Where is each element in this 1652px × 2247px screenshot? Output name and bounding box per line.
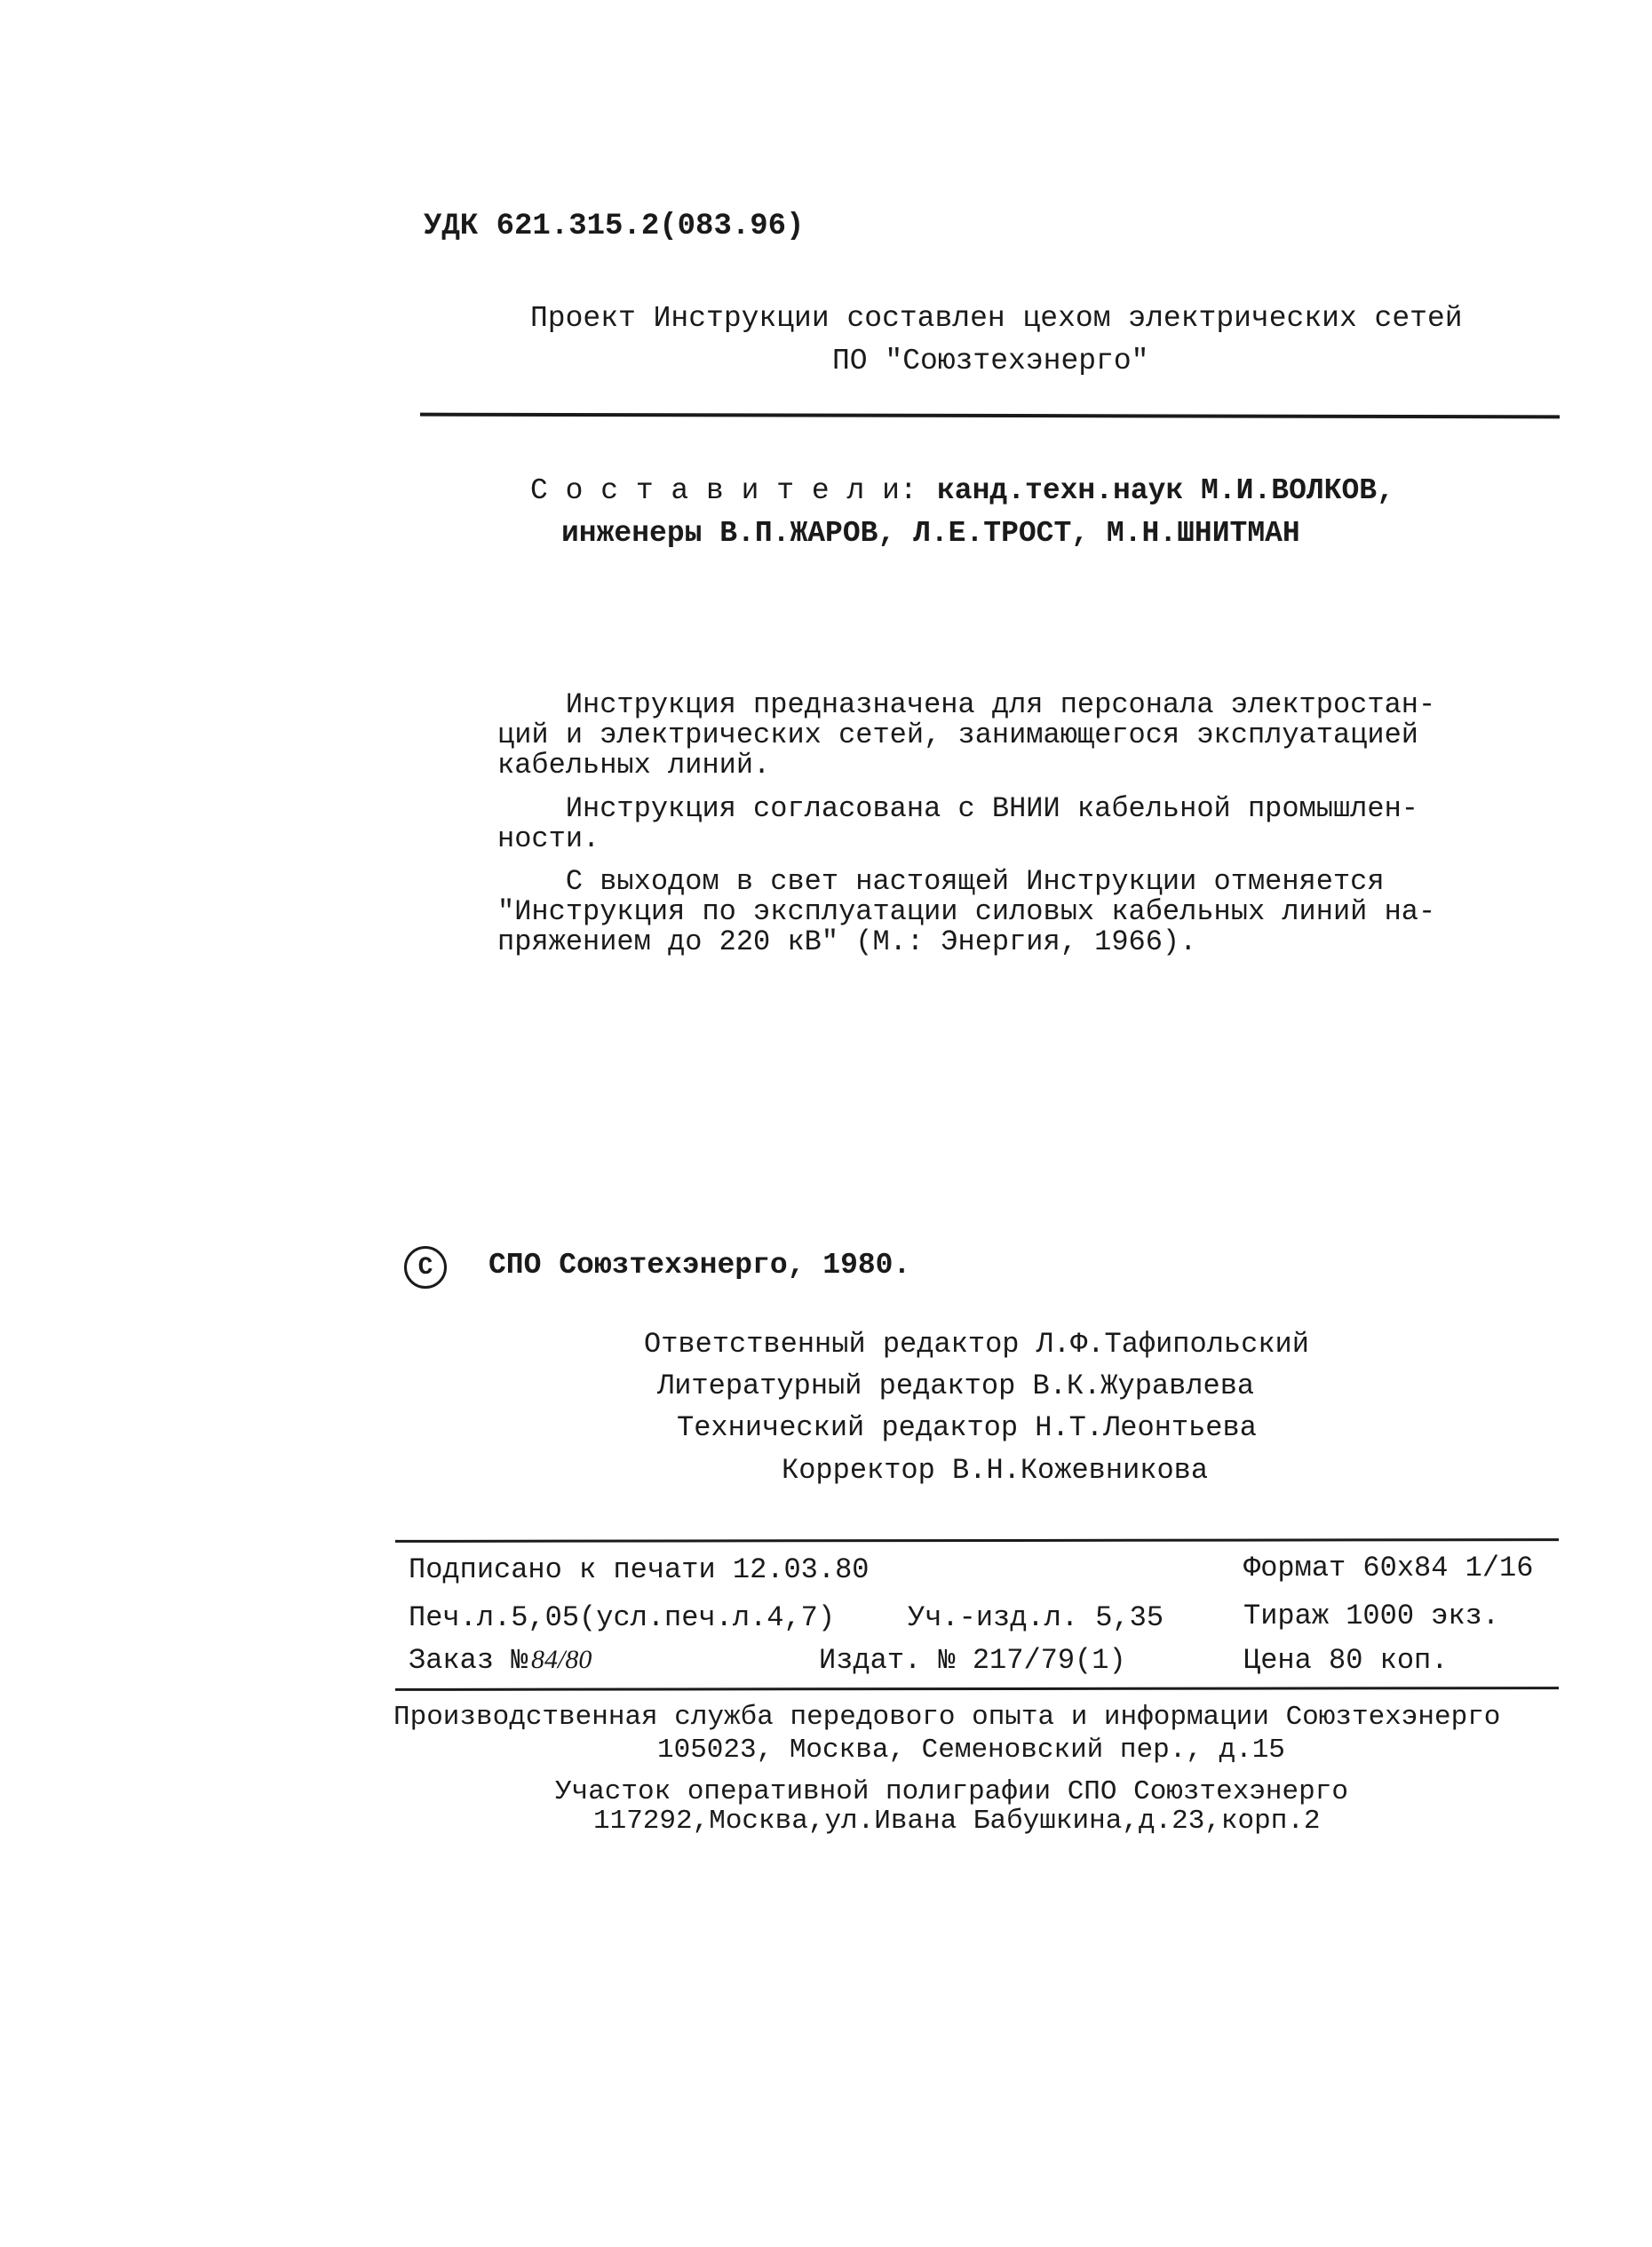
purpose-p3-line-1: С выходом в свет настоящей Инструкции отменяется — [497, 865, 1385, 898]
purpose-p1-line-3: кабельных линий. — [497, 749, 771, 782]
purpose-p3-line-2: "Инструкция по эксплуатации силовых кабельных линий на- — [497, 895, 1436, 928]
imprint-top-divider — [395, 1538, 1559, 1543]
copyright-symbol: С — [417, 1253, 433, 1282]
project-line-1: Проект Инструкции составлен цехом электрических сетей — [530, 302, 1463, 335]
imprint-order-label: Заказ № — [409, 1644, 528, 1677]
purpose-p1-line-2: ций и электрических сетей, занимающегося эксплуатацией — [497, 719, 1418, 751]
imprint-publ-sheets: Уч.-изд.л. 5,35 — [908, 1601, 1164, 1634]
proofreader: Корректор В.Н.Кожевникова — [782, 1454, 1209, 1487]
printshop-line-1: Участок оперативной полиграфии СПО Союзтехэнерго — [555, 1776, 1348, 1807]
udc-code: УДК 621.315.2(083.96) — [424, 210, 805, 243]
copyright-icon — [404, 1246, 447, 1289]
purpose-p3-line-3: пряжением до 220 кВ" (М.: Энергия, 1966). — [497, 925, 1197, 958]
imprint-order-number: 84/80 — [531, 1645, 592, 1674]
project-line-2: ПО "Союзтехэнерго" — [832, 345, 1149, 377]
imprint-run: Тираж 1000 экз. — [1243, 1600, 1500, 1632]
publisher-line-2: 105023, Москва, Семеновский пер., д.15 — [657, 1735, 1285, 1766]
editor-literary: Литературный редактор В.К.Журавлева — [657, 1370, 1255, 1402]
imprint-price: Цена 80 коп. — [1243, 1644, 1449, 1677]
editor-responsible: Ответственный редактор Л.Ф.Тафипольский — [644, 1328, 1309, 1361]
printshop-line-2: 117292,Москва,ул.Ивана Бабушкина,д.23,корп.2 — [593, 1806, 1321, 1837]
imprint-format: Формат 60х84 1/16 — [1243, 1552, 1534, 1584]
compilers-line-2: инженеры В.П.ЖАРОВ, Л.Е.ТРОСТ, М.Н.ШНИТМАН — [561, 517, 1300, 550]
editor-technical: Технический редактор Н.Т.Леонтьева — [677, 1411, 1257, 1444]
copyright-text: СПО Союзтехэнерго, 1980. — [488, 1249, 911, 1282]
imprint-signed: Подписано к печати 12.03.80 — [409, 1553, 870, 1586]
compilers-label: С о с т а в и т е л и: — [530, 474, 917, 507]
purpose-p2-line-1: Инструкция согласована с ВНИИ кабельной промышлен- — [497, 792, 1418, 825]
compilers-line-1: канд.техн.наук М.И.ВОЛКОВ, — [937, 474, 1394, 507]
purpose-p2-line-2: ности. — [497, 822, 600, 855]
imprint-publ-number: Издат. № 217/79(1) — [819, 1644, 1126, 1677]
publisher-line-1: Производственная служба передового опыта и информации Союзтехэнерго — [393, 1702, 1501, 1733]
imprint-bottom-divider — [395, 1687, 1559, 1691]
imprint-print-sheets: Печ.л.5,05(усл.печ.л.4,7) — [409, 1601, 836, 1634]
purpose-p1-line-1: Инструкция предназначена для персонала электростан- — [497, 688, 1436, 721]
top-divider — [420, 413, 1560, 419]
